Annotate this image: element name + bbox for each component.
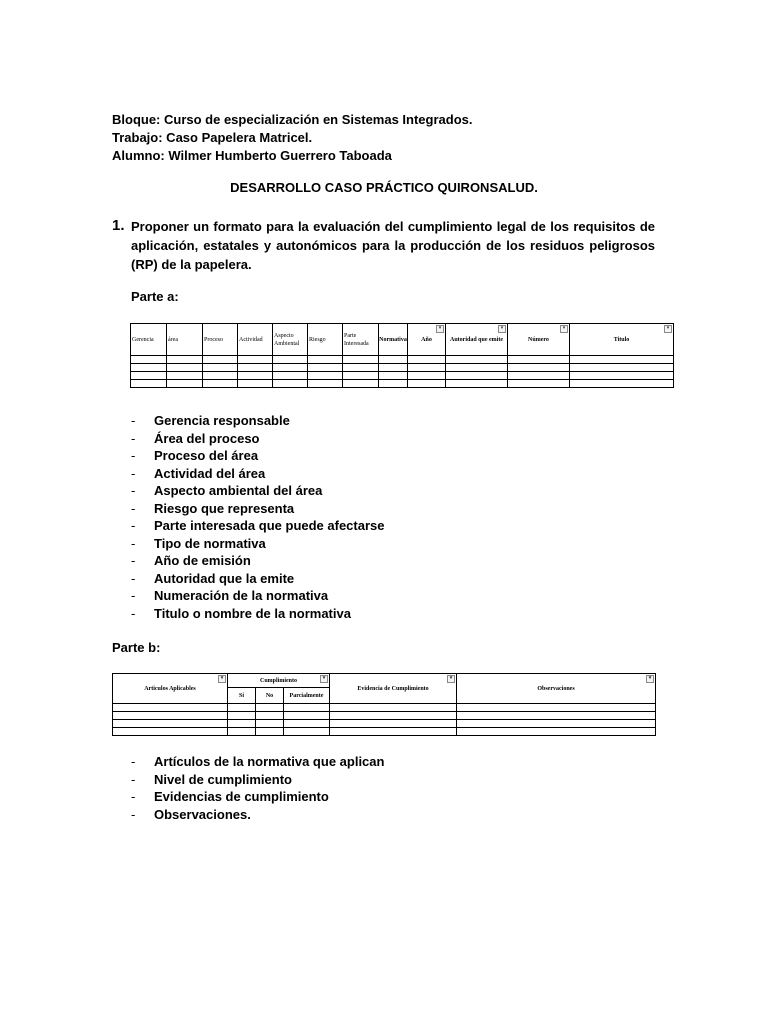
col-titulo: Titulo ▾ <box>570 324 674 356</box>
parte-b-list <box>131 753 384 823</box>
list-item: - Gerencia responsable <box>131 413 290 428</box>
dropdown-arrow-icon[interactable]: ▾ <box>646 675 654 683</box>
header-bloque: Bloque: Curso de especialización en Sistemas Integrados. <box>112 112 473 127</box>
col-evidencia: Evidencia de Cumplimiento ▾ <box>330 674 457 704</box>
col-ano: Año ▾ <box>408 324 446 356</box>
list-item: - Área del proceso <box>131 430 260 446</box>
parte-a-header-row <box>131 324 674 356</box>
col-observaciones: Observaciones ▾ <box>457 674 656 704</box>
col-autoridad: Autoridad que emite ▾ <box>446 324 508 356</box>
col-area: área <box>167 324 203 356</box>
col-actividad: Actividad <box>238 324 273 356</box>
list-item: - Evidencias de cumplimiento <box>131 789 329 804</box>
parte-a-list <box>131 412 385 622</box>
col-normativa: Normativa <box>379 324 408 356</box>
table-row <box>131 364 674 372</box>
dropdown-arrow-icon[interactable]: ▾ <box>560 325 568 333</box>
list-item: - Artículos de la normativa que aplican <box>131 754 385 769</box>
table-row <box>113 728 656 736</box>
table-row <box>113 720 656 728</box>
list-item: - Nivel de cumplimiento <box>131 771 292 787</box>
col-gerencia: Gerencia <box>131 324 167 356</box>
header-trabajo: Trabajo: Caso Papelera Matricel. <box>112 130 313 145</box>
dropdown-arrow-icon[interactable]: ▾ <box>320 675 328 683</box>
col-articulos: Articulos Aplicables ▾ <box>113 674 228 704</box>
col-cumplimiento: Cumplimiento ▾ <box>228 674 330 688</box>
list-item: - Titulo o nombre de la normativa <box>131 605 351 621</box>
parte-b-label: Parte b: <box>112 640 161 655</box>
col-aspecto-ambiental: Aspecto Ambiental <box>273 324 308 356</box>
list-item: - Actividad del área <box>131 465 266 481</box>
dropdown-arrow-icon[interactable]: ▾ <box>664 325 672 333</box>
table-row <box>131 380 674 388</box>
table-row <box>113 712 656 720</box>
question-number: 1. <box>112 217 125 234</box>
list-item: - Proceso del área <box>131 448 259 463</box>
col-riesgo: Riesgo <box>308 324 343 356</box>
list-item: - Tipo de normativa <box>131 535 266 551</box>
list-item: - Parte interesada que puede afectarse <box>131 518 385 533</box>
parte-b-header-row <box>113 674 656 688</box>
col-proceso: Proceso <box>203 324 238 356</box>
col-parte-interesada: Parte Interesada <box>343 324 379 356</box>
dropdown-arrow-icon[interactable]: ▾ <box>498 325 506 333</box>
list-item: - Autoridad que la emite <box>131 570 295 586</box>
parte-b-table <box>112 673 656 736</box>
list-item: - Aspecto ambiental del área <box>131 483 323 498</box>
col-si: Si <box>228 688 256 704</box>
table-row <box>113 704 656 712</box>
dropdown-arrow-icon[interactable]: ▾ <box>218 675 226 683</box>
list-item: - Observaciones. <box>131 806 251 822</box>
col-no: No <box>256 688 284 704</box>
table-row <box>131 356 674 364</box>
dropdown-arrow-icon[interactable]: ▾ <box>447 675 455 683</box>
col-numero: Número ▾ <box>508 324 570 356</box>
header-alumno: Alumno: Wilmer Humberto Guerrero Taboada <box>112 148 392 163</box>
list-item: - Año de emisión <box>131 553 251 568</box>
dropdown-arrow-icon[interactable]: ▾ <box>436 325 444 333</box>
parte-a-label: Parte a: <box>131 289 179 304</box>
list-item: - Numeración de la normativa <box>131 588 329 603</box>
list-item: - Riesgo que representa <box>131 500 295 516</box>
document-title: DESARROLLO CASO PRÁCTICO QUIRONSALUD. <box>230 180 538 195</box>
table-row <box>131 372 674 380</box>
question-text: Proponer un formato para la evaluación del cumplimiento legal de los requisitos de aplicación, estatales y autonómicos para la producción de los residuos peligrosos (RP) de la papelera. <box>131 219 655 272</box>
parte-a-table <box>130 323 674 388</box>
col-parcialmente: Parcialmente <box>284 688 330 704</box>
